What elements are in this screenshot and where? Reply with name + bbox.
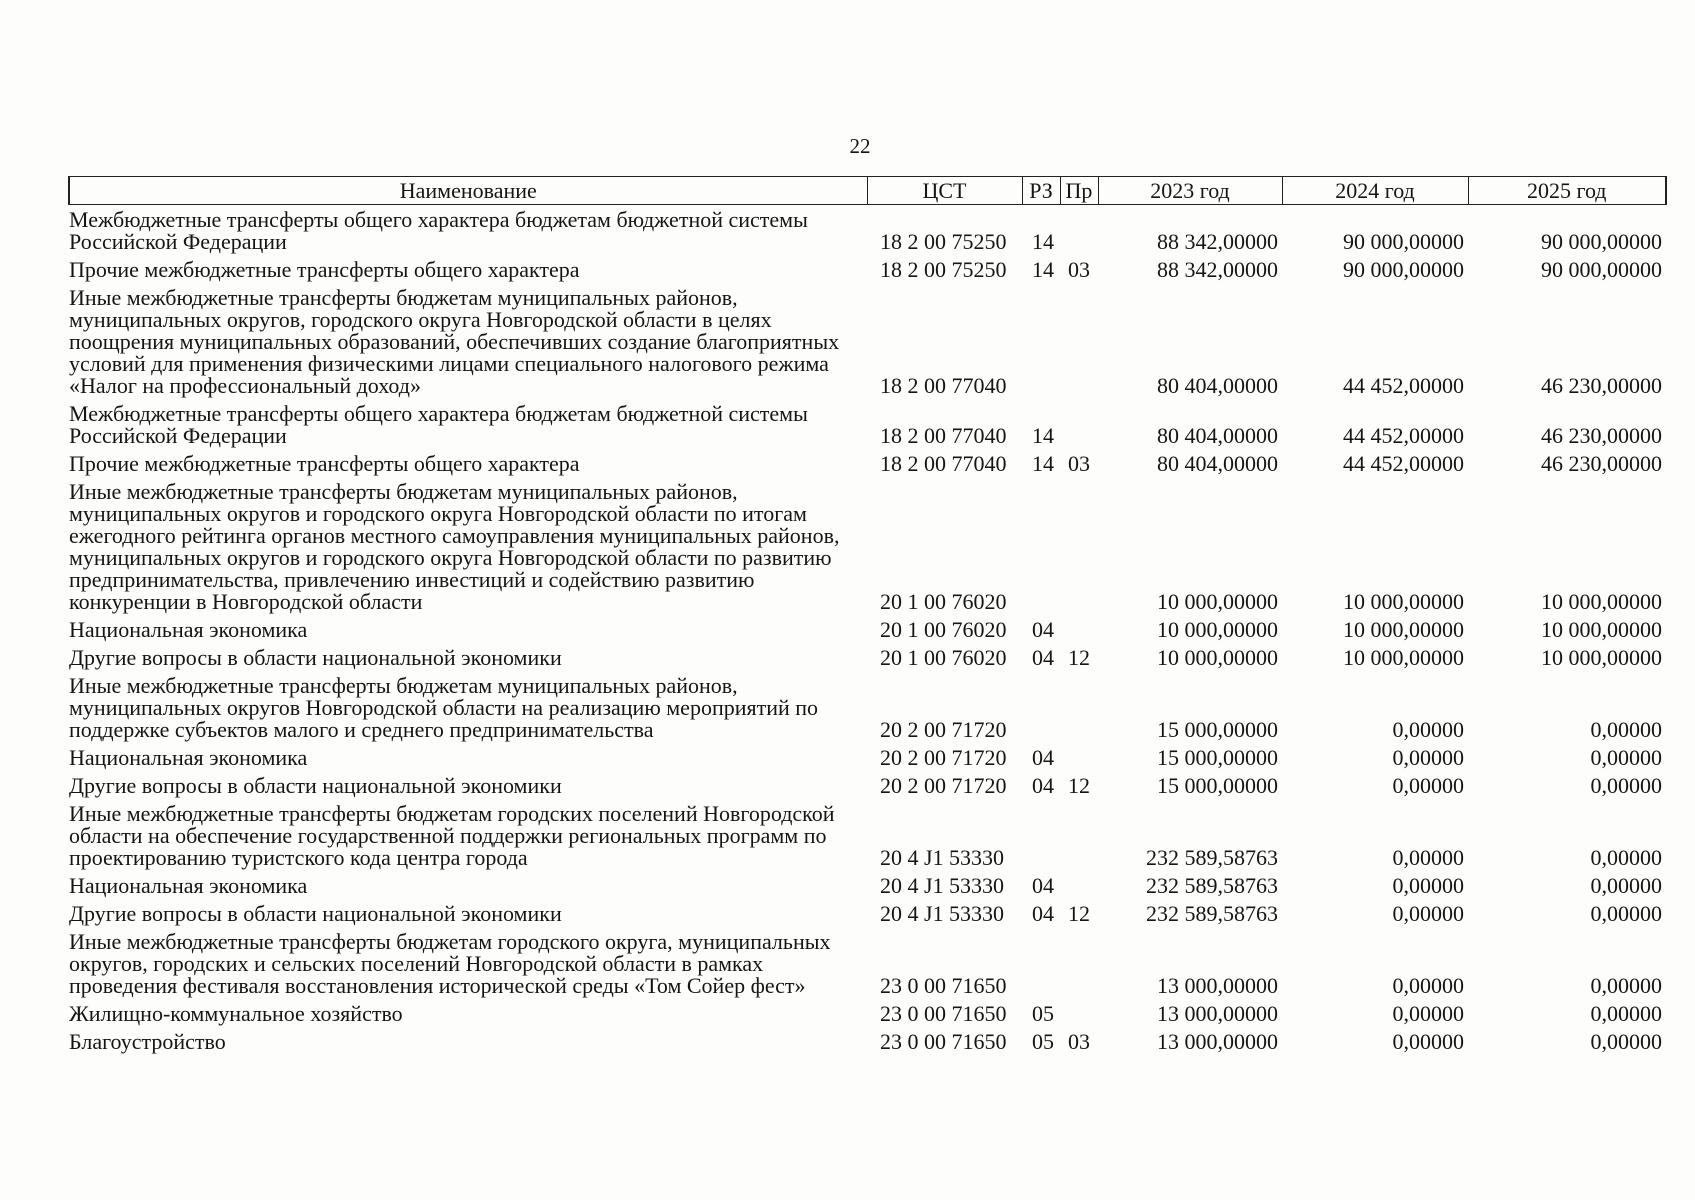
row-value-2025: 46 230,00000 [1541,423,1662,448]
row-cst: 20 4 J1 53330 [880,901,1005,926]
row-value-2024: 0,00000 [1392,773,1464,798]
row-value-2023: 10 000,00000 [1157,645,1278,670]
row-cst: 20 2 00 71720 [880,773,1007,798]
row-value-2023: 88 342,00000 [1157,229,1278,254]
column-header-2023: 2023 год [1098,177,1282,205]
row-pr [1060,927,1098,999]
row-value-2024: 0,00000 [1392,1029,1464,1054]
row-name: Прочие межбюджетные трансферты общего характера [69,451,580,476]
row-value-2023: 15 000,00000 [1157,717,1278,742]
row-pr: 03 [1068,257,1090,282]
row-value-2024: 90 000,00000 [1343,257,1464,282]
row-value-2023: 80 404,00000 [1157,451,1278,476]
row-name: Национальная экономика [69,617,308,642]
column-header-2024: 2024 год [1282,177,1468,205]
table-row [69,643,1666,671]
row-cst: 18 2 00 77040 [880,423,1007,448]
row-value-2024: 44 452,00000 [1343,451,1464,476]
row-value-2025: 0,00000 [1590,873,1662,898]
column-header-rz: РЗ [1022,177,1060,205]
table-row [69,871,1666,899]
row-cst: 20 4 J1 53330 [880,845,1005,870]
row-cst: 20 2 00 71720 [880,717,1007,742]
row-name: Другие вопросы в области национальной экономики [69,645,562,670]
row-value-2023: 232 589,58763 [1146,845,1278,870]
row-pr: 12 [1068,773,1090,798]
row-value-2025: 10 000,00000 [1541,589,1662,614]
row-value-2023: 232 589,58763 [1146,873,1278,898]
row-rz [1022,283,1060,399]
row-value-2025: 10 000,00000 [1541,645,1662,670]
row-name: Национальная экономика [69,873,308,898]
row-value-2023: 80 404,00000 [1157,423,1278,448]
row-rz: 14 [1032,257,1054,282]
row-rz [1022,927,1060,999]
row-value-2024: 10 000,00000 [1343,617,1464,642]
row-rz: 05 [1032,1029,1054,1054]
row-value-2025: 0,00000 [1590,717,1662,742]
row-rz: 14 [1032,423,1054,448]
table-row [69,205,1666,256]
row-name: Иные межбюджетные трансферты бюджетам муниципальных районов, муниципальных округов, городского округа Новгородской области в целях поощрения муниципальных образований, обеспечивших создание благоприятных условий для применения физическими лицами специального налогового режима «Налог на профессиональный доход» [69,285,840,398]
row-value-2024: 0,00000 [1392,745,1464,770]
row-value-2024: 10 000,00000 [1343,589,1464,614]
row-value-2025: 46 230,00000 [1541,451,1662,476]
row-cst: 18 2 00 77040 [880,451,1007,476]
row-rz: 04 [1032,617,1054,642]
row-name: Межбюджетные трансферты общего характера бюджетам бюджетной системы Российской Федерации [69,207,808,254]
row-pr [1060,871,1098,899]
row-value-2025: 0,00000 [1590,1001,1662,1026]
row-pr [1060,477,1098,615]
row-value-2024: 0,00000 [1392,873,1464,898]
row-value-2024: 44 452,00000 [1343,373,1464,398]
row-name: Иные межбюджетные трансферты бюджетам муниципальных районов, муниципальных округов Новгородской области на реализацию мероприятий по поддержке субъектов малого и среднего предпринимательства [69,673,819,742]
table-body [69,205,1666,1056]
row-pr [1060,283,1098,399]
table-row [69,927,1666,999]
row-pr [1060,999,1098,1027]
row-value-2024: 44 452,00000 [1343,423,1464,448]
row-pr [1060,743,1098,771]
table-row [69,449,1666,477]
row-rz: 04 [1032,901,1054,926]
row-value-2023: 88 342,00000 [1157,257,1278,282]
row-value-2023: 15 000,00000 [1157,773,1278,798]
row-pr [1060,615,1098,643]
row-value-2023: 13 000,00000 [1157,1001,1278,1026]
row-value-2025: 90 000,00000 [1541,229,1662,254]
row-name: Иные межбюджетные трансферты бюджетам муниципальных районов, муниципальных округов и городского округа Новгородской области по итогам ежегодного рейтинга органов местного самоуправления муниципальных районов, муниципальных округов и городского округа Новгородской области по развитию предпринимательства, привлечению инвестиций и содействию развитию конкуренции в Новгородской области [69,479,840,614]
row-name: Благоустройство [69,1029,226,1054]
row-name: Другие вопросы в области национальной экономики [69,773,562,798]
row-value-2023: 80 404,00000 [1157,373,1278,398]
row-value-2024: 0,00000 [1392,717,1464,742]
table-row [69,899,1666,927]
row-value-2024: 90 000,00000 [1343,229,1464,254]
row-value-2025: 0,00000 [1590,901,1662,926]
row-value-2023: 13 000,00000 [1157,973,1278,998]
row-rz [1022,799,1060,871]
table-row [69,283,1666,399]
page-number: 22 [849,134,871,158]
table-row [69,615,1666,643]
row-name: Межбюджетные трансферты общего характера бюджетам бюджетной системы Российской Федерации [69,401,808,448]
row-rz: 04 [1032,873,1054,898]
row-pr: 03 [1068,1029,1090,1054]
row-value-2025: 0,00000 [1590,745,1662,770]
row-value-2023: 13 000,00000 [1157,1029,1278,1054]
row-cst: 20 1 00 76020 [880,645,1007,670]
row-value-2023: 232 589,58763 [1146,901,1278,926]
row-cst: 18 2 00 75250 [880,257,1007,282]
row-name: Жилищно-коммунальное хозяйство [69,1001,403,1026]
row-value-2025: 0,00000 [1590,845,1662,870]
table-row [69,1027,1666,1055]
row-pr [1060,205,1098,256]
row-pr [1060,399,1098,449]
row-cst: 23 0 00 71650 [880,973,1007,998]
row-cst: 18 2 00 77040 [880,373,1007,398]
row-pr: 12 [1068,901,1090,926]
column-header-2025: 2025 год [1468,177,1666,205]
table-row [69,799,1666,871]
row-rz: 04 [1032,645,1054,670]
table-row [69,399,1666,449]
row-name: Иные межбюджетные трансферты бюджетам городского округа, муниципальных округов, городских и сельских поселений Новгородской области в рамках проведения фестиваля восстановления исторической среды «Том Сойер фест» [69,929,831,998]
table-row [69,255,1666,283]
row-rz: 05 [1032,1001,1054,1026]
table-row [69,771,1666,799]
row-pr: 03 [1068,451,1090,476]
row-value-2023: 10 000,00000 [1157,617,1278,642]
row-name: Национальная экономика [69,745,308,770]
row-rz: 04 [1032,773,1054,798]
row-pr: 12 [1068,645,1090,670]
row-value-2025: 0,00000 [1590,1029,1662,1054]
row-pr [1060,671,1098,743]
row-value-2024: 0,00000 [1392,1001,1464,1026]
row-value-2023: 10 000,00000 [1157,589,1278,614]
row-rz: 14 [1032,229,1054,254]
column-header-pr: Пр [1060,177,1098,205]
row-pr [1060,799,1098,871]
row-name: Другие вопросы в области национальной экономики [69,901,562,926]
table-row [69,999,1666,1027]
row-rz: 14 [1032,451,1054,476]
column-header-name: Наименование [69,177,867,205]
row-rz: 04 [1032,745,1054,770]
row-cst: 23 0 00 71650 [880,1001,1007,1026]
table-row [69,743,1666,771]
row-value-2023: 15 000,00000 [1157,745,1278,770]
row-cst: 20 1 00 76020 [880,617,1007,642]
table-row [69,477,1666,615]
table-header [69,177,1666,205]
row-cst: 23 0 00 71650 [880,1029,1007,1054]
row-value-2024: 0,00000 [1392,901,1464,926]
column-header-cst: ЦСТ [867,177,1022,205]
row-value-2024: 0,00000 [1392,973,1464,998]
row-value-2025: 10 000,00000 [1541,617,1662,642]
row-cst: 20 4 J1 53330 [880,873,1005,898]
row-value-2024: 10 000,00000 [1343,645,1464,670]
row-value-2025: 0,00000 [1590,773,1662,798]
row-value-2024: 0,00000 [1392,845,1464,870]
row-name: Прочие межбюджетные трансферты общего характера [69,257,580,282]
budget-table [68,176,1667,1055]
row-value-2025: 46 230,00000 [1541,373,1662,398]
row-rz [1022,671,1060,743]
table-row [69,671,1666,743]
row-cst: 20 2 00 71720 [880,745,1007,770]
row-value-2025: 0,00000 [1590,973,1662,998]
row-cst: 20 1 00 76020 [880,589,1007,614]
row-name: Иные межбюджетные трансферты бюджетам городских поселений Новгородской области на обеспечение государственной поддержки региональных программ по проектированию туристского кода центра города [69,801,835,870]
row-cst: 18 2 00 75250 [880,229,1007,254]
row-value-2025: 90 000,00000 [1541,257,1662,282]
row-rz [1022,477,1060,615]
